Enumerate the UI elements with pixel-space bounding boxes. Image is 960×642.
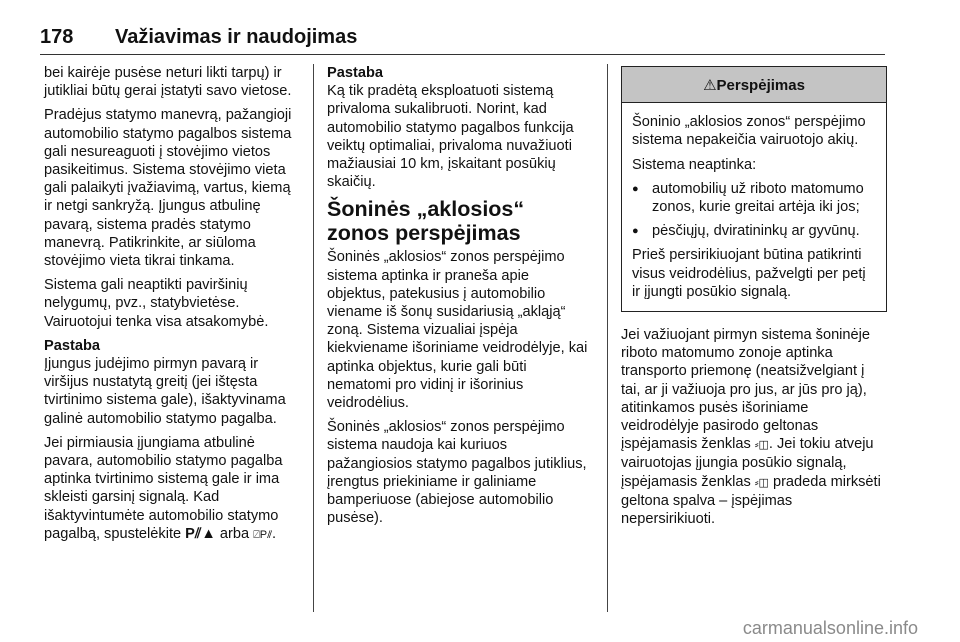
paragraph: Šoninės „aklosios“ zonos perspėjimo sistema naudoja kai kuriuos pažangiosios statymo pagalbos jutiklius, įrengtus priekiniame ir galiniame bamperiuose (abiejose automobilio pusėse). xyxy=(327,419,587,527)
paragraph-text: . xyxy=(272,525,277,542)
paragraph-text: pradeda mirksėti geltona spalva – įspėjimas nepersirikiuoti. xyxy=(621,473,881,528)
watermark: carmanualsonline.info xyxy=(742,618,918,638)
note-label: Pastaba xyxy=(327,65,383,81)
paragraph: Šoninės „aklosios“ zonos perspėjimo sistema aptinka ir praneša apie objektus, patekusius į automobilio viename iš šonų susidariusią „akląją“ zoną. Sistema vizualiai įspėja kiekviename išoriniame veidrodėlyje, kai aptinka objektus, kurie gali būti nematomi pro vidinį ir išorinius veidrodėlius. xyxy=(327,249,588,412)
header-divider xyxy=(40,54,885,55)
warning-body xyxy=(622,103,886,311)
chapter-title: Važiavimas ir naudojimas xyxy=(115,26,358,48)
warning-title: Perspėjimas xyxy=(716,77,805,94)
column-left xyxy=(44,64,300,550)
blind-spot-warning-icon: ⸗◫ xyxy=(754,476,769,489)
column-divider-1 xyxy=(313,64,314,612)
paragraph: Pradėjus statymo manevrą, pažangioji automobilio statymo pagalbos sistema gali nesureaguoti į stovėjimo vietos pasikeitimus. Sistema stovėjimo vieta gali palaikyti įvažiavimą, vartus, kiemą ir netgi sankryžą. Įjungus atbulinę pavarą, sistema pradės statymo manevrą. Patikrinkite, ar siūloma stovėjimo vieta tikrai tinkama. xyxy=(44,107,292,270)
section-heading: Šoninės „aklosios“ zonos perspėjimas xyxy=(327,197,525,246)
warning-text: Sistema neaptinka: xyxy=(632,156,757,173)
paragraph-text: . Jei tokiu atveju vairuotojas įjungia posūkio signalą, įspėjamasis ženklas xyxy=(621,436,874,490)
paragraph-text: Jei pirmiausia įjungiama atbulinė pavara, automobilio statymo pagalba aptinka tvirtinimo sistemą gale ir ima skleisti garsinį signalą. Kad išaktyvintumėte automobilio statymo pagalbą, spustelėkite xyxy=(44,434,283,542)
paragraph: bei kairėje pusėse neturi likti tarpų) ir jutikliai būtų gerai įstatyti savo vietose. xyxy=(44,65,292,100)
warning-box xyxy=(621,66,887,312)
blind-spot-warning-icon: ⸗◫ xyxy=(754,439,769,452)
list-item: ● automobilių už riboto matomumo zonos, kurie greitai artėja iki jos; xyxy=(632,180,876,216)
note-text: Ką tik pradėtą eksploatuoti sistemą privaloma sukalibruoti. Norint, kad automobilio statymo pagalbos funkcija veiktų optimaliai, privaloma nuvažiuoti mažiausiai 10 km, įskaitant posūkių skaičių. xyxy=(327,83,574,191)
park-assist-off-icon: P⫽▲ xyxy=(185,525,216,542)
column-middle xyxy=(327,64,589,533)
column-right xyxy=(621,64,887,534)
warning-text: Šoninio „aklosios zonos“ perspėjimo sistema nepakeičia vairuotojo akių. xyxy=(632,114,866,149)
warning-text: Prieš persirikiuojant būtina patikrinti visus veidrodėlius, pažvelgti per petį ir įjungti posūkio signalą. xyxy=(632,247,866,300)
paragraph xyxy=(621,326,887,528)
page-number: 178 xyxy=(40,26,74,48)
warning-triangle-icon: ⚠ xyxy=(703,77,717,94)
warning-list xyxy=(632,180,876,241)
page-header xyxy=(40,26,885,52)
list-item: ● pėsčiųjų, dviratininkų ar gyvūnų. xyxy=(632,222,876,240)
park-assist-icon: ⍁P⫽ xyxy=(253,528,273,541)
paragraph-text: arba xyxy=(215,525,254,542)
column-divider-2 xyxy=(607,64,608,612)
note-label: Pastaba xyxy=(44,337,100,354)
warning-header xyxy=(622,67,886,103)
paragraph xyxy=(44,434,300,544)
paragraph-text: Jei važiuojant pirmyn sistema šoninėje riboto matomumo zonoje aptinka transporto priemonę (neatsižvelgiant į tai, ar ji važiuoja pro jus, ar jūs pro ją), atitinkamos pusės išoriniame veidrodėlyje pasirodo geltonas įspėjamasis ženklas xyxy=(621,327,871,453)
paragraph: Sistema gali neaptikti paviršinių nelygumų, pvz., statybvietėse. Vairuotojui tenka visa atsakomybė. xyxy=(44,277,269,330)
note-text: Įjungus judėjimo pirmyn pavarą ir viršijus nustatytą greitį (jei ištęsta tvirtinimo sistema gale), išaktyvinama galinė automobilio statymo pagalba. xyxy=(44,356,286,427)
